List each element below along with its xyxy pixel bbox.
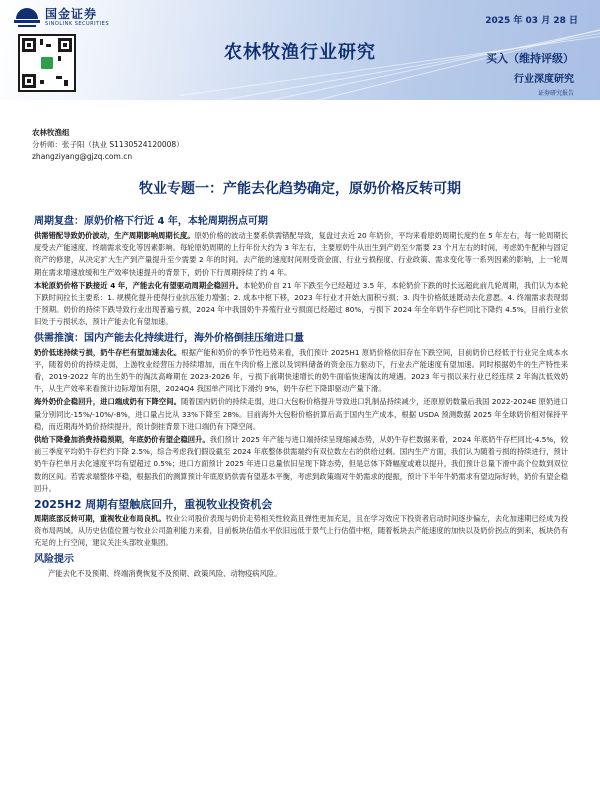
section-heading-investment: 2025H2 周期有望触底回升，重视牧业投资机会 xyxy=(34,498,273,512)
page-title: 牧业专题一：产能去化趋势确定，原奶价格反转可期 xyxy=(139,181,461,197)
analyst-email: zhangziyang@gjzq.com.cn xyxy=(32,152,133,161)
paragraph: 供需错配导致奶价波动，生产周期影响周期长度。原奶价格的波动主要系供需错配导致，复盘过去近 20 年奶价，平均来看原奶周期长度约在 5 年左右，每一轮周期长度受去产能速度、终端需求变化等因素影响。每轮原奶周期的上行年份大约为 3 年左右，主要原奶牛从出生到产奶至少需要 23 个月左右的时间，考虑奶牛配种与固定资产的修建，从决定扩大生产到产量提升至少需要 2 年的时间。去产能的速度时间则受资金面、行业亏损程度、行业政策、需求变化等一系列因素的影响，上一轮周期在需求增速放缓和生产效率快速提升的背景下，奶价下行周期持续了约 4 年。 xyxy=(34,231,569,277)
section-heading-risk: 风险提示 xyxy=(34,553,74,565)
paragraph: 供给下降叠加消费持稳预期，年底奶价有望企稳回升。我们预计 2025 年产能与进口端持续呈现缩减态势，从奶牛存栏数据来看，2024 年底奶牛存栏同比-4.5%，较前三季度平均奶牛存栏约下降 2.5%，综合考虑我们假设截至 2024 年底整体供需端约有双位数左右的供给过剩。国内生产方面，我们认为随着亏损的持续进行，预计奶牛存栏单月去化速度平均有望超过 0.5%；进口方面预计 2025 年进口总量依旧呈现下降态势，但是总体下降幅度或难以提升，我们预计总量下滑中高个位数到双位数的区间。若需求端整体平稳，根据我们的测算预计年底原奶供需有望基本平衡，考虑到政策端对牛奶需求的提振，预计下半年牛奶需求有望边际好转，奶价有望企稳回升。 xyxy=(34,435,568,493)
section-heading-review: 周期复盘：原奶价格下行近 4 年，本轮周期拐点可期 xyxy=(34,216,268,227)
paragraph: 海外奶价企稳回升，进口端成奶有下降空间。随着国内奶价的持续走弱，进口大包粉价格提升导致进口乳制品持续减少，还原原奶数量后我国 2022-2024E 原奶进口量分别同比-15%/-10%/-8%，进口量占比从 33%下降至 28%。目前海外大包粉价格折算后高于国内生产成本，根据 USDA 预测数据 2025 年全球奶价相对保持平稳，而近期海外奶价持续提升，预计倒挂背景下进口端仍有下降空间。 xyxy=(34,397,568,431)
investment-rating: 买入（维持评级） xyxy=(486,52,574,65)
paragraph: 奶价低迷持续亏损，奶牛存栏有望加速去化。根据产能和奶价的季节性趋势来看，我们预计 2025H1 原奶价格依旧存在下跌空间，目前奶价已经低于行业完全成本水平，随着奶价的持续走弱，上游牧业经营压力持续增加，而在牛肉价格上涨以及饲料储备的资金压力驱动下，行业去产能速度有望加速。同时根据奶牛的生产特性来看，2019-2022 年的出生奶牛的淘汰高峰期在 2023-2026 年，亏损下前期快速增长的奶牛面临快速淘汰的境遇。2023 年亏损以来行业已经连续 2 年淘汰低效奶牛，从生产效率来看预计边际增加有限，2024Q4 我国单产同比下滑约 9%，奶牛存栏下降即驱动产量下滑。 xyxy=(34,347,568,394)
report-type: 行业深度研究 xyxy=(514,74,574,85)
section-heading-supply-demand: 供需推演：国内产能去化持续进行，海外价格倒挂压缩进口量 xyxy=(34,332,304,344)
report-category-title: 农林牧渔行业研究 xyxy=(224,42,376,63)
report-body xyxy=(34,212,568,580)
brand-logo-icon xyxy=(14,6,40,28)
paragraph: 周期底部反转可期，重视牧业布局良机。牧业公司股价表现与奶价走势相关性较高且弹性更加充足，且在学习效应下投资者启动时间逐步偏左，去化加速期已经成为投资布局两域。从历史估值位置与牧业公司盈利能力来看，目前板块估值水平依旧远低于景气上行估值中枢，随着板块去产能速度的加快以及奶价拐点的到来，板块仍有充足的上行空间，建议关注头部牧业集团。 xyxy=(34,514,569,548)
report-header xyxy=(0,0,600,120)
brand-name-en: SINOLINK SECURITIES xyxy=(45,20,109,27)
paragraph: 产能去化不及预期、终端消费恢复不及预期、政策风险、动物疫病风险。 xyxy=(48,568,282,578)
analyst-name: 分析师：张子阳（执业 S1130524120008） xyxy=(32,140,184,149)
brand-logo xyxy=(14,6,109,28)
analyst-info xyxy=(32,127,184,163)
report-date: 2025 年 03 月 28 日 xyxy=(485,16,578,26)
brand-name-cn: 国金证券 xyxy=(45,6,98,21)
research-group: 农林牧渔组 xyxy=(32,128,70,137)
paragraph: 本轮原奶价格下跌接近 4 年，产能去化有望驱动周期企稳回升。本轮奶价自 21 年下跌至今已经超过 3.5 年，本轮奶价下跌的时长远超此前几轮周期，我们认为本轮下跌时间拉长主要系：1. 规模化提升使得行业抗压能力增强；2. 成本中枢下移，2023 年行业才开始大面积亏损；3. 肉牛价格低迷既动去化意愿。4. 终端需求表现弱于预期。奶价的持续下跌导致行业出现普遍亏损，2024 年中我国奶牛养殖行业亏损面已经超过 80%，亏损下 2024 年全年奶牛存栏同比下降约 4.5%，目前行业依旧处于亏损状态，预计产能去化有望加速。 xyxy=(34,280,569,327)
report-subtype: 证券研究报告 xyxy=(537,90,574,97)
